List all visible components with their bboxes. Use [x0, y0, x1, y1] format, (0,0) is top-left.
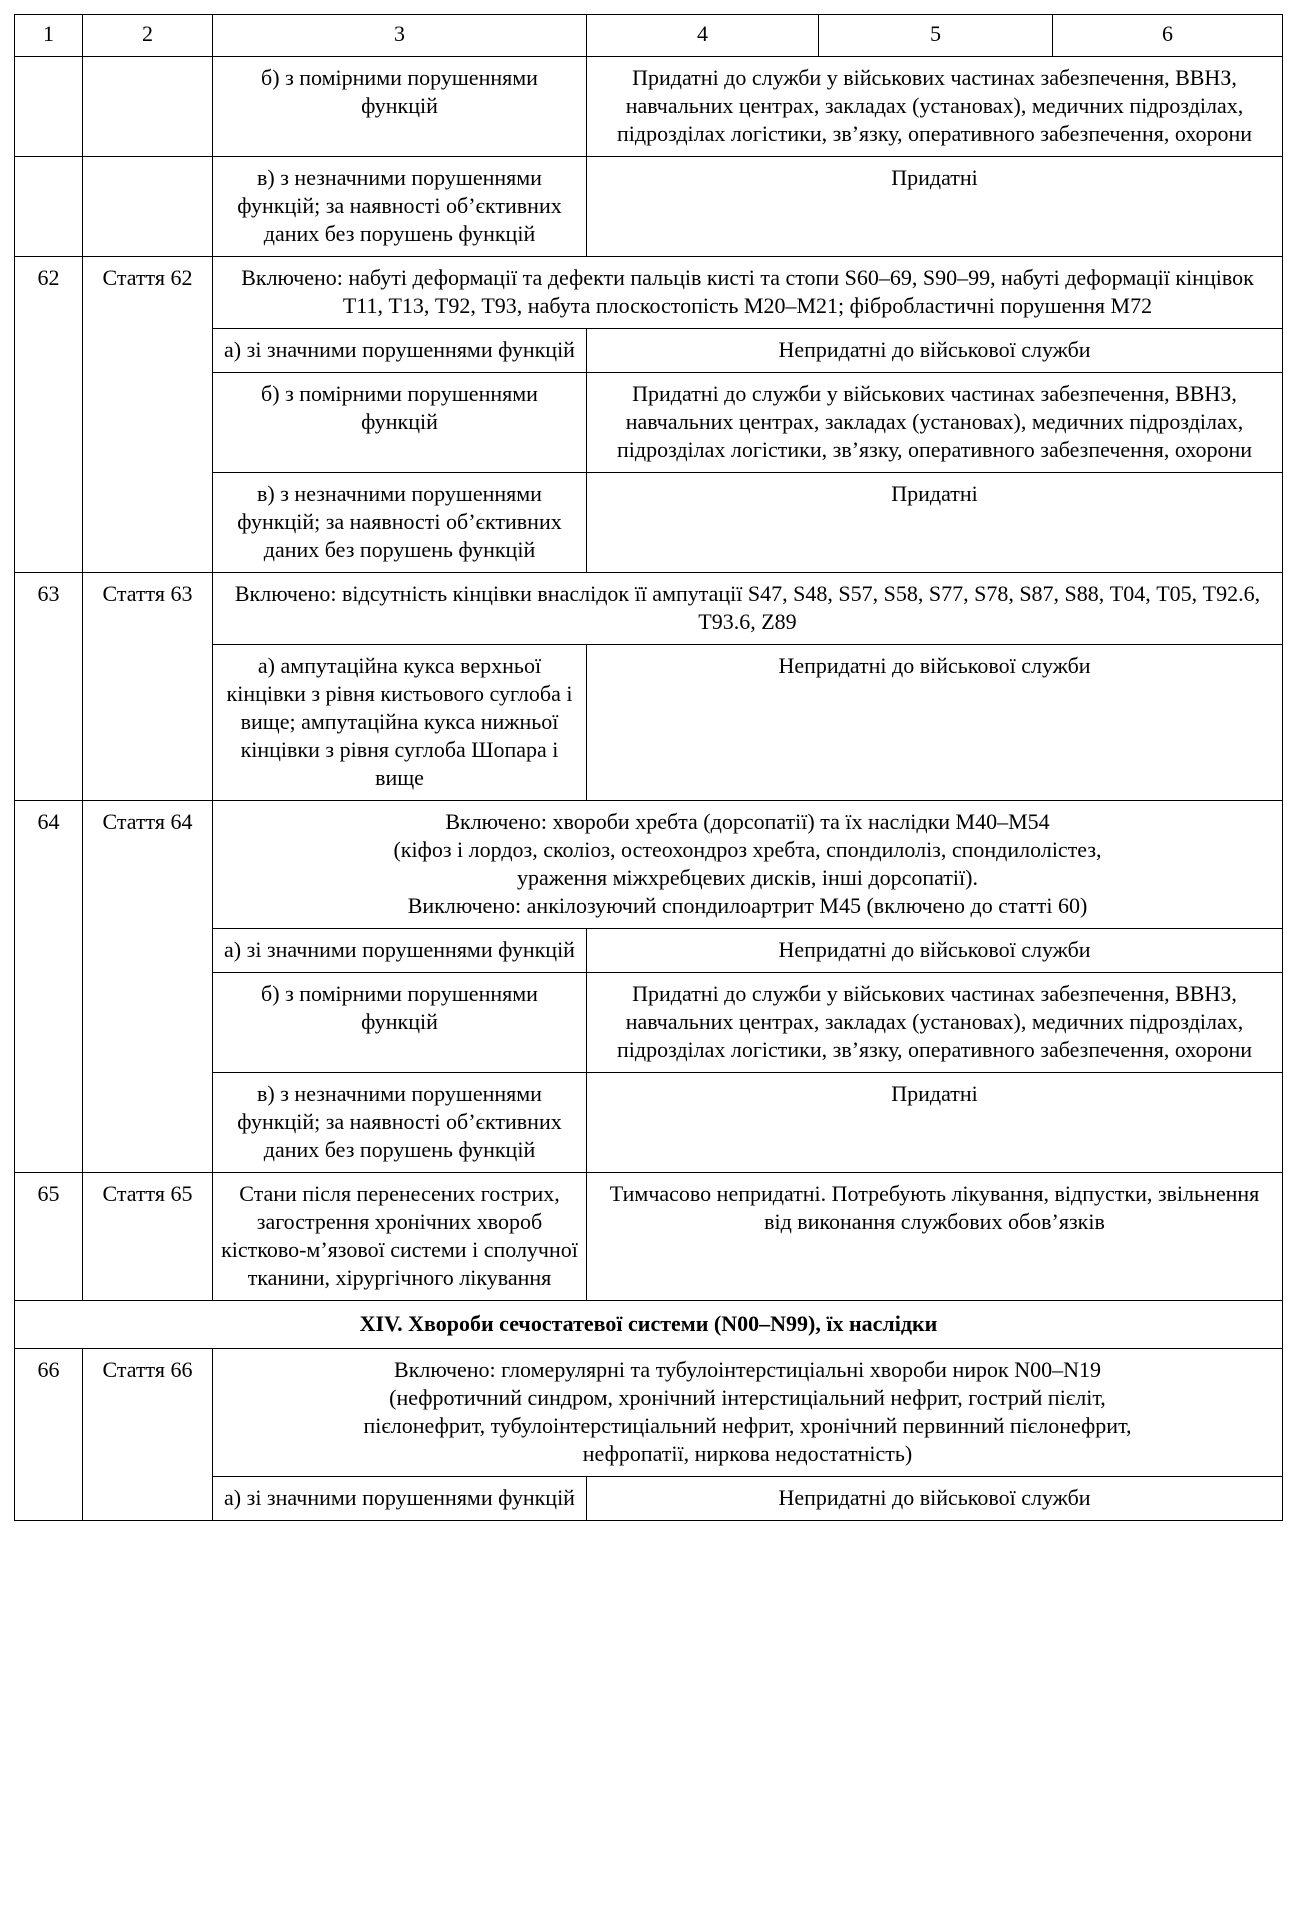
row-number: 66: [15, 1349, 83, 1521]
row-number: 63: [15, 573, 83, 801]
section-heading-row: [15, 1301, 1283, 1349]
degree-cell: а) ампутаційна кукса верхньої кінцівки з рівня кистьового суглоба і вище; ампутаційна кукса нижньої кінцівки з рівня суглоба Шопара і вище: [213, 645, 587, 801]
article-label: Стаття 66: [83, 1349, 213, 1521]
column-header: 1: [15, 15, 83, 57]
included-note: Включено: набуті деформації та дефекти пальців кисті та стопи S60–69, S90–99, набуті деформації кінцівок Т11, Т13, Т92, Т93, набута плоскостопість М20–М21; фібробластичні порушення М72: [213, 257, 1283, 329]
included-line: (кіфоз і лордоз, сколіоз, остеохондроз хребта, спондилоліз, спондилолістез,: [393, 837, 1102, 862]
degree-cell: б) з помірними порушеннями функцій: [213, 57, 587, 157]
decision-cell: Придатні: [587, 473, 1283, 573]
degree-cell: а) зі значними порушеннями функцій: [213, 929, 587, 973]
column-header: 4: [587, 15, 819, 57]
excluded-line: Виключено: анкілозуючий спондилоартрит M45 (включено до статті 60): [407, 893, 1088, 918]
included-line: пієлонефрит, тубулоінтерстиціальний нефрит, хронічний первинний пієлонефрит,: [363, 1413, 1132, 1438]
included-note: [213, 801, 1283, 929]
column-header: 3: [213, 15, 587, 57]
decision-cell: Придатні: [587, 157, 1283, 257]
decision-cell: Непридатні до військової служби: [587, 1477, 1283, 1521]
article-label: Стаття 65: [83, 1173, 213, 1301]
article-label: Стаття 62: [83, 257, 213, 573]
document-page: [14, 14, 1282, 1521]
table-row: [15, 1173, 1283, 1301]
included-note: [213, 1349, 1283, 1477]
column-header-row: [15, 15, 1283, 57]
degree-cell: б) з помірними порушеннями функцій: [213, 973, 587, 1073]
included-line: ураження міжхребцевих дисків, інші дорсопатії).: [517, 865, 978, 890]
decision-cell: Придатні: [587, 1073, 1283, 1173]
column-header: 5: [819, 15, 1053, 57]
empty-cell: [83, 157, 213, 257]
table-row: [15, 573, 1283, 645]
row-number: 64: [15, 801, 83, 1173]
fitness-table: [14, 14, 1283, 1521]
decision-cell: Тимчасово непридатні. Потребують лікування, відпустки, звільнення від виконання службових обов’язків: [587, 1173, 1283, 1301]
table-row: [15, 157, 1283, 257]
table-row: [15, 57, 1283, 157]
column-header: 6: [1053, 15, 1283, 57]
included-line: (нефротичний синдром, хронічний інтерстиціальний нефрит, гострий пієліт,: [389, 1385, 1106, 1410]
decision-cell: Придатні до служби у військових частинах забезпечення, ВВНЗ, навчальних центрах, закладах (установах), медичних підрозділах, підрозділах логістики, зв’язку, оперативного забезпечення, охорони: [587, 373, 1283, 473]
article-label: Стаття 63: [83, 573, 213, 801]
row-number: 65: [15, 1173, 83, 1301]
decision-cell: Непридатні до військової служби: [587, 329, 1283, 373]
included-note: Включено: відсутність кінцівки внаслідок її ампутації S47, S48, S57, S58, S77, S78, S87, S88, Т04, Т05, Т92.6, Т93.6, Z89: [213, 573, 1283, 645]
empty-cell: [15, 57, 83, 157]
degree-cell: а) зі значними порушеннями функцій: [213, 1477, 587, 1521]
degree-cell: в) з незначними порушеннями функцій; за наявності об’єктивних даних без порушень функцій: [213, 1073, 587, 1173]
table-row: [15, 1349, 1283, 1477]
degree-cell: в) з незначними порушеннями функцій; за наявності об’єктивних даних без порушень функцій: [213, 473, 587, 573]
empty-cell: [15, 157, 83, 257]
empty-cell: [83, 57, 213, 157]
decision-cell: Непридатні до військової служби: [587, 645, 1283, 801]
decision-cell: Непридатні до військової служби: [587, 929, 1283, 973]
degree-cell: Стани після перенесених гострих, загострення хронічних хвороб кістково-м’язової системи і сполучної тканини, хірургічного лікування: [213, 1173, 587, 1301]
decision-cell: Придатні до служби у військових частинах забезпечення, ВВНЗ, навчальних центрах, закладах (установах), медичних підрозділах, підрозділах логістики, зв’язку, оперативного забезпечення, охорони: [587, 57, 1283, 157]
degree-cell: а) зі значними порушеннями функцій: [213, 329, 587, 373]
table-row: [15, 801, 1283, 929]
decision-cell: Придатні до служби у військових частинах забезпечення, ВВНЗ, навчальних центрах, закладах (установах), медичних підрозділах, підрозділах логістики, зв’язку, оперативного забезпечення, охорони: [587, 973, 1283, 1073]
article-label: Стаття 64: [83, 801, 213, 1173]
degree-cell: б) з помірними порушеннями функцій: [213, 373, 587, 473]
degree-cell: в) з незначними порушеннями функцій; за наявності об’єктивних даних без порушень функцій: [213, 157, 587, 257]
included-line: нефропатії, ниркова недостатність): [582, 1441, 913, 1466]
column-header: 2: [83, 15, 213, 57]
section-heading: XIV. Хвороби сечостатевої системи (N00–N99), їх наслідки: [15, 1301, 1283, 1349]
row-number: 62: [15, 257, 83, 573]
included-line: Включено: хвороби хребта (дорсопатії) та їх наслідки M40–M54: [445, 809, 1050, 834]
included-line: Включено: гломерулярні та тубулоінтерстиціальні хвороби нирок N00–N19: [394, 1357, 1101, 1382]
table-row: [15, 257, 1283, 329]
